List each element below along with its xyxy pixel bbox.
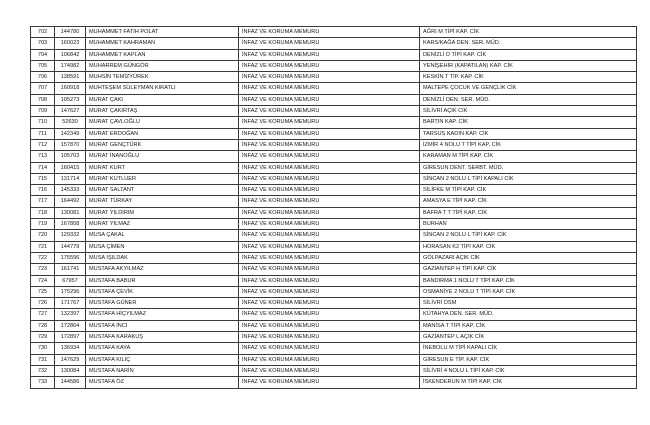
registry-number-cell: 160023 bbox=[55, 38, 86, 49]
assigned-unit-cell: KARS/KAĞA DEN. SER. MÜD. bbox=[420, 38, 637, 49]
registry-number-cell: 52630 bbox=[55, 117, 86, 128]
job-title-cell: İNFAZ VE KORUMA MEMURU bbox=[239, 49, 420, 60]
job-title-cell: İNFAZ VE KORUMA MEMURU bbox=[239, 173, 420, 184]
full-name-cell: MURAT GENÇTÜRK bbox=[86, 139, 239, 150]
full-name-cell: MUSTAFA AKYILMAZ bbox=[86, 264, 239, 275]
registry-number-cell: 172897 bbox=[55, 332, 86, 343]
assigned-unit-cell: BANDIRMA 1 NOLU T TİPİ KAP. CİK bbox=[420, 275, 637, 286]
table-row bbox=[31, 117, 637, 128]
table-row bbox=[31, 162, 637, 173]
table-row bbox=[31, 49, 637, 60]
assigned-unit-cell: SİLİVRİ DSM bbox=[420, 298, 637, 309]
registry-number-cell: 130084 bbox=[55, 365, 86, 376]
full-name-cell: MUSA ÇAKAL bbox=[86, 230, 239, 241]
registry-number-cell: 130081 bbox=[55, 207, 86, 218]
full-name-cell: MUSA IŞILDAK bbox=[86, 252, 239, 263]
table-row bbox=[31, 207, 637, 218]
full-name-cell: MURAT ÇAVLOĞLU bbox=[86, 117, 239, 128]
table-row bbox=[31, 196, 637, 207]
assigned-unit-cell: GAZİANTEP L AÇIK CİK bbox=[420, 332, 637, 343]
registry-number-cell: 67957 bbox=[55, 275, 86, 286]
row-number-cell: 729 bbox=[31, 332, 55, 343]
full-name-cell: MURAT İNANOĞLU bbox=[86, 151, 239, 162]
registry-number-cell: 132397 bbox=[55, 309, 86, 320]
job-title-cell: İNFAZ VE KORUMA MEMURU bbox=[239, 27, 420, 38]
registry-number-cell: 145333 bbox=[55, 185, 86, 196]
table-row bbox=[31, 241, 637, 252]
table-row bbox=[31, 286, 637, 297]
table-row bbox=[31, 72, 637, 83]
job-title-cell: İNFAZ VE KORUMA MEMURU bbox=[239, 83, 420, 94]
row-number-cell: 708 bbox=[31, 94, 55, 105]
job-title-cell: İNFAZ VE KORUMA MEMURU bbox=[239, 106, 420, 117]
assigned-unit-cell: SİNCAN 2 NOLU L TİPİ KAP. CİK bbox=[420, 230, 637, 241]
assigned-unit-cell: BAFRA T T TİPİ KAP. CİK bbox=[420, 207, 637, 218]
full-name-cell: MUHSİN TEMİZYÜREK bbox=[86, 72, 239, 83]
table-row bbox=[31, 106, 637, 117]
row-number-cell: 725 bbox=[31, 286, 55, 297]
row-number-cell: 716 bbox=[31, 185, 55, 196]
full-name-cell: MUSTAFA ÇEVİK bbox=[86, 286, 239, 297]
row-number-cell: 720 bbox=[31, 230, 55, 241]
registry-number-cell: 136934 bbox=[55, 343, 86, 354]
job-title-cell: İNFAZ VE KORUMA MEMURU bbox=[239, 343, 420, 354]
assigned-unit-cell: SİLİVRİ AÇIK CİK bbox=[420, 106, 637, 117]
row-number-cell: 713 bbox=[31, 151, 55, 162]
row-number-cell: 718 bbox=[31, 207, 55, 218]
assigned-unit-cell: HORASAN K2 TİPİ KAP. CİK bbox=[420, 241, 637, 252]
row-number-cell: 710 bbox=[31, 117, 55, 128]
table-row bbox=[31, 219, 637, 230]
job-title-cell: İNFAZ VE KORUMA MEMURU bbox=[239, 309, 420, 320]
full-name-cell: MUSTAFA NARİN bbox=[86, 365, 239, 376]
assigned-unit-cell: DENİZLİ D TİPİ KAP. CİK bbox=[420, 49, 637, 60]
registry-number-cell: 157870 bbox=[55, 139, 86, 150]
registry-number-cell: 142349 bbox=[55, 128, 86, 139]
job-title-cell: İNFAZ VE KORUMA MEMURU bbox=[239, 354, 420, 365]
assigned-unit-cell: TARSUS KADIN KAP. CİK bbox=[420, 128, 637, 139]
full-name-cell: MURAT SALTANT bbox=[86, 185, 239, 196]
table-row bbox=[31, 83, 637, 94]
registry-number-cell: 131714 bbox=[55, 173, 86, 184]
assigned-unit-cell: GİRESUN E TİP. KAP. CİK bbox=[420, 354, 637, 365]
assigned-unit-cell: AMASYA E TİPİ KAP. CİK bbox=[420, 196, 637, 207]
row-number-cell: 709 bbox=[31, 106, 55, 117]
full-name-cell: MUHAMMET FATİH POLAT bbox=[86, 27, 239, 38]
table-row bbox=[31, 354, 637, 365]
job-title-cell: İNFAZ VE KORUMA MEMURU bbox=[239, 207, 420, 218]
registry-number-cell: 160918 bbox=[55, 83, 86, 94]
assigned-unit-cell: AĞRI M TİPİ KAP. CİK bbox=[420, 27, 637, 38]
full-name-cell: MURAT ÇAKIRTAŞ bbox=[86, 106, 239, 117]
job-title-cell: İNFAZ VE KORUMA MEMURU bbox=[239, 332, 420, 343]
job-title-cell: İNFAZ VE KORUMA MEMURU bbox=[239, 377, 420, 388]
assigned-unit-cell: SİLİVRİ 4 NOLU L TİPİ KAP. CİK bbox=[420, 365, 637, 376]
table-row bbox=[31, 151, 637, 162]
full-name-cell: MUSTAFA KILIÇ bbox=[86, 354, 239, 365]
table-row bbox=[31, 377, 637, 388]
row-number-cell: 703 bbox=[31, 38, 55, 49]
assigned-unit-cell: İZMİR 4 NOLU T TİPİ KAP. CİK bbox=[420, 139, 637, 150]
row-number-cell: 732 bbox=[31, 365, 55, 376]
personnel-list-page bbox=[30, 26, 636, 389]
table-row bbox=[31, 60, 637, 71]
job-title-cell: İNFAZ VE KORUMA MEMURU bbox=[239, 320, 420, 331]
table-row bbox=[31, 173, 637, 184]
registry-number-cell: 175596 bbox=[55, 252, 86, 263]
registry-number-cell: 144779 bbox=[55, 241, 86, 252]
job-title-cell: İNFAZ VE KORUMA MEMURU bbox=[239, 72, 420, 83]
row-number-cell: 711 bbox=[31, 128, 55, 139]
assigned-unit-cell: BURHAN bbox=[420, 219, 637, 230]
full-name-cell: MURAT TÜRKAY bbox=[86, 196, 239, 207]
full-name-cell: MUSTAFA İNCİ bbox=[86, 320, 239, 331]
full-name-cell: MURAT ÇAKI bbox=[86, 94, 239, 105]
registry-number-cell: 138591 bbox=[55, 72, 86, 83]
job-title-cell: İNFAZ VE KORUMA MEMURU bbox=[239, 139, 420, 150]
registry-number-cell: 106842 bbox=[55, 49, 86, 60]
job-title-cell: İNFAZ VE KORUMA MEMURU bbox=[239, 117, 420, 128]
full-name-cell: MUSTAFA BABUR bbox=[86, 275, 239, 286]
personnel-table bbox=[30, 26, 637, 389]
table-row bbox=[31, 252, 637, 263]
assigned-unit-cell: GAZİANTEP H TİPİ KAP. CİK bbox=[420, 264, 637, 275]
assigned-unit-cell: SİNCAN 2 NOLU L TİPİ KAPALI CİK bbox=[420, 173, 637, 184]
job-title-cell: İNFAZ VE KORUMA MEMURU bbox=[239, 185, 420, 196]
job-title-cell: İNFAZ VE KORUMA MEMURU bbox=[239, 286, 420, 297]
job-title-cell: İNFAZ VE KORUMA MEMURU bbox=[239, 60, 420, 71]
registry-number-cell: 105703 bbox=[55, 151, 86, 162]
full-name-cell: MURAT KURT bbox=[86, 162, 239, 173]
row-number-cell: 719 bbox=[31, 219, 55, 230]
job-title-cell: İNFAZ VE KORUMA MEMURU bbox=[239, 196, 420, 207]
table-row bbox=[31, 365, 637, 376]
registry-number-cell: 147627 bbox=[55, 106, 86, 117]
table-row bbox=[31, 128, 637, 139]
registry-number-cell: 164492 bbox=[55, 196, 86, 207]
job-title-cell: İNFAZ VE KORUMA MEMURU bbox=[239, 298, 420, 309]
full-name-cell: MUSTAFA KAYA bbox=[86, 343, 239, 354]
registry-number-cell: 144586 bbox=[55, 377, 86, 388]
job-title-cell: İNFAZ VE KORUMA MEMURU bbox=[239, 128, 420, 139]
table-row bbox=[31, 94, 637, 105]
row-number-cell: 727 bbox=[31, 309, 55, 320]
assigned-unit-cell: KESKİN T TİP. KAP. CİK bbox=[420, 72, 637, 83]
table-row bbox=[31, 264, 637, 275]
registry-number-cell: 161741 bbox=[55, 264, 86, 275]
job-title-cell: İNFAZ VE KORUMA MEMURU bbox=[239, 365, 420, 376]
full-name-cell: MURAT YILMAZ bbox=[86, 219, 239, 230]
row-number-cell: 726 bbox=[31, 298, 55, 309]
row-number-cell: 730 bbox=[31, 343, 55, 354]
registry-number-cell: 167808 bbox=[55, 219, 86, 230]
table-row bbox=[31, 309, 637, 320]
registry-number-cell: 172864 bbox=[55, 320, 86, 331]
job-title-cell: İNFAZ VE KORUMA MEMURU bbox=[239, 230, 420, 241]
job-title-cell: İNFAZ VE KORUMA MEMURU bbox=[239, 241, 420, 252]
row-number-cell: 707 bbox=[31, 83, 55, 94]
full-name-cell: MURAT KUTLUER bbox=[86, 173, 239, 184]
job-title-cell: İNFAZ VE KORUMA MEMURU bbox=[239, 264, 420, 275]
full-name-cell: MUHAMMET KAHRAMAN bbox=[86, 38, 239, 49]
registry-number-cell: 171767 bbox=[55, 298, 86, 309]
assigned-unit-cell: İNEBOLU M TİPİ KAPALI CİK bbox=[420, 343, 637, 354]
row-number-cell: 717 bbox=[31, 196, 55, 207]
table-row bbox=[31, 275, 637, 286]
registry-number-cell: 129332 bbox=[55, 230, 86, 241]
full-name-cell: MUSTAFA KARAKUŞ bbox=[86, 332, 239, 343]
row-number-cell: 714 bbox=[31, 162, 55, 173]
assigned-unit-cell: GÖLPAZARI AÇIK CİK bbox=[420, 252, 637, 263]
row-number-cell: 728 bbox=[31, 320, 55, 331]
table-row bbox=[31, 27, 637, 38]
job-title-cell: İNFAZ VE KORUMA MEMURU bbox=[239, 275, 420, 286]
job-title-cell: İNFAZ VE KORUMA MEMURU bbox=[239, 252, 420, 263]
row-number-cell: 704 bbox=[31, 49, 55, 60]
assigned-unit-cell: YENİŞEHİR (KAPATILAN) KAP. CİK bbox=[420, 60, 637, 71]
row-number-cell: 722 bbox=[31, 252, 55, 263]
row-number-cell: 702 bbox=[31, 27, 55, 38]
row-number-cell: 721 bbox=[31, 241, 55, 252]
personnel-table-body bbox=[31, 27, 637, 389]
table-row bbox=[31, 298, 637, 309]
full-name-cell: MUSTAFA GÜNER bbox=[86, 298, 239, 309]
registry-number-cell: 105273 bbox=[55, 94, 86, 105]
job-title-cell: İNFAZ VE KORUMA MEMURU bbox=[239, 94, 420, 105]
row-number-cell: 724 bbox=[31, 275, 55, 286]
assigned-unit-cell: KARAMAN M TİPİ KAP. CİK bbox=[420, 151, 637, 162]
table-row bbox=[31, 38, 637, 49]
assigned-unit-cell: OSMANİYE 2 NOLU T TİPİ KAP. CİK bbox=[420, 286, 637, 297]
full-name-cell: MUHARREM GÜNGÖR bbox=[86, 60, 239, 71]
row-number-cell: 715 bbox=[31, 173, 55, 184]
full-name-cell: MURAT ERDOĞAN bbox=[86, 128, 239, 139]
table-row bbox=[31, 139, 637, 150]
assigned-unit-cell: MANİSA T TİPİ KAP. CİK bbox=[420, 320, 637, 331]
registry-number-cell: 147629 bbox=[55, 354, 86, 365]
row-number-cell: 705 bbox=[31, 60, 55, 71]
registry-number-cell: 174982 bbox=[55, 60, 86, 71]
assigned-unit-cell: GİRESUN DENT. SERBT. MÜD. bbox=[420, 162, 637, 173]
row-number-cell: 712 bbox=[31, 139, 55, 150]
row-number-cell: 723 bbox=[31, 264, 55, 275]
job-title-cell: İNFAZ VE KORUMA MEMURU bbox=[239, 151, 420, 162]
job-title-cell: İNFAZ VE KORUMA MEMURU bbox=[239, 38, 420, 49]
full-name-cell: MURAT YILDIRIM bbox=[86, 207, 239, 218]
table-row bbox=[31, 343, 637, 354]
assigned-unit-cell: MALTEPE ÇOCUK VE GENÇLİK CİK bbox=[420, 83, 637, 94]
table-row bbox=[31, 185, 637, 196]
full-name-cell: MUHTEŞEM SÜLEYMAN KIRATLI bbox=[86, 83, 239, 94]
registry-number-cell: 160415 bbox=[55, 162, 86, 173]
assigned-unit-cell: KÜTAHYA DEN. SER. MÜD. bbox=[420, 309, 637, 320]
assigned-unit-cell: SİLİFKE M TİPİ KAP. CİK bbox=[420, 185, 637, 196]
full-name-cell: MUHAMMET KAPLAN bbox=[86, 49, 239, 60]
table-row bbox=[31, 320, 637, 331]
assigned-unit-cell: İSKENDERUN M TİPİ KAP. CİK bbox=[420, 377, 637, 388]
row-number-cell: 733 bbox=[31, 377, 55, 388]
assigned-unit-cell: BARTIN KAP. CİK bbox=[420, 117, 637, 128]
registry-number-cell: 175296 bbox=[55, 286, 86, 297]
table-row bbox=[31, 230, 637, 241]
table-row bbox=[31, 332, 637, 343]
assigned-unit-cell: DENİZLİ DEN. SER. MÜD. bbox=[420, 94, 637, 105]
row-number-cell: 706 bbox=[31, 72, 55, 83]
job-title-cell: İNFAZ VE KORUMA MEMURU bbox=[239, 162, 420, 173]
row-number-cell: 731 bbox=[31, 354, 55, 365]
full-name-cell: MUSTAFA ÖZ bbox=[86, 377, 239, 388]
job-title-cell: İNFAZ VE KORUMA MEMURU bbox=[239, 219, 420, 230]
full-name-cell: MUSA ÇİMEN bbox=[86, 241, 239, 252]
registry-number-cell: 144780 bbox=[55, 27, 86, 38]
full-name-cell: MUSTAFA HİÇYILMAZ bbox=[86, 309, 239, 320]
